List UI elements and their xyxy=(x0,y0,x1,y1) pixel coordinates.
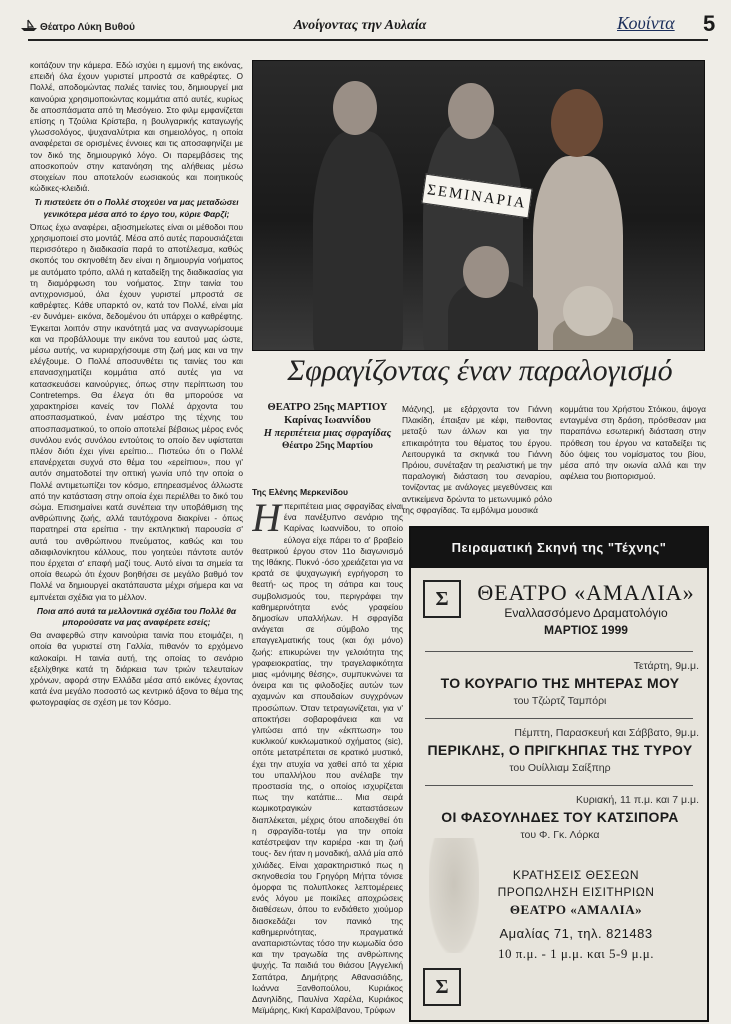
info-venue: ΘΕΑΤΡΟ 25ης ΜΑΡΤΙΟΥ xyxy=(267,402,388,413)
show-author: του Τζώρτζ Ταμπόρι xyxy=(513,695,607,707)
article-author: Της Ελένης Μερκενίδου xyxy=(252,487,349,497)
show-title: ΤΟ ΚΟΥΡΑΓΙΟ ΤΗΣ ΜΗΤΕΡΑΣ ΜΟΥ xyxy=(440,675,680,691)
ad-divider xyxy=(425,718,693,719)
interview-paragraph: Όπως έχω αναφέρει, αξιοσημείωτες είναι οι μέθοδοι που χρησιμοποιεί στο μοντάζ. Μέσα από αυτές παρουσιάζεται περισσότερο η διαδικασία παρά το αποτέλεσμα, καθώς σκοπός του σκηνοθέτη δεν είναι η δημιουργία νοήματος με αυτόματο τρόπο, αλλά η καταδείξη της διαδικασίας για τη διαμόρφωση του νοήματος. Στην ταινία του αντιχρονισμού, όλα έχουν γυριστεί μπροστά σε καθρέφτες. Κάθε υπαρκτό ον, κατά τον Πολλέ, είναι μία -εν δυνάμει- εικόνα, δεδομένου ότι υπάρχει ο καθρέφτης. Έγκειται λοιπόν στην ικανότητά μας να αναγνωρίσουμε και να προβάλλουμε την εικόνα του εαυτού μας ώστε, μέσω αυτής, να κυριαρχήσουμε στη ζωή μας και να την ελέγξουμε. Ο Πολλέ αποσυνθέτει τις ταινίες του και επανασχηματίζει κομμάτια από αυτές για να κατασκευάσει καινούργιες, όπως στην περίπτωση του Contretemps. Θα έλεγα ότι θα μπορούσε να χαρακτηρίσει κανείς τον Πολλέ άρχοντα του αποσπασματικού, έναν μαέστρο της τέχνης του αποσπασματικού, το οποίο αποτελεί βέβαιως μέρος ενός συνόλου ενός συνόλου εντούτοις το οποίο δεν υφίσταται πλέον διότι έχει γίνει ερείπιο... Πιστεύω ότι ο Πολλέ επανέρχεται συχνά στο θέμα του «ερείπιου», που γι' αυτόν σηματοδοτεί την οπτική γωνία υπό την οποία ο Πολλέ αντιμετωπίζει τον κόσμο, επηρεασμένος άλλωστε από την κατάσταση στην οποία έχει περιέλθει το δικό του σώμα. Επισημαίνει κατά συνέπεια την υποβάθμιση της ανθρώπινης ζωής, αλλά ταυτόχρονα διακρίνει - όπως παρατηρεί στα ερείπια - την εκπληκτική παρουσία σ' αυτά του ανθρώπινου πνεύματος, καθώς και του αδιαφιλονίκητου κάλλους, που γοητεύει πάντοτε αυτόν που έρχεται σ' επαφή μαζί τους. Αυτό είναι τα σημεία τα οποία θεωρώ ότι έχουν βοηθήσει σε μεγάλο βαθμό τον Πολλέ να δημιουργεί ακατάπαυστα μέχρι σήμερα και να εμπνέεται σχέδια για το μέλλον. xyxy=(30,221,243,602)
reservations-label: ΚΡΑΤΗΣΕΙΣ ΘΕΣΕΩΝ xyxy=(512,868,640,882)
ad-hours: 10 π.μ. - 1 μ.μ. και 5-9 μ.μ. xyxy=(497,946,655,961)
interview-paragraph: κοιτάζουν την κάμερα. Εδώ ισχύει η εμμονή της εικόνας, επειδή όλα έχουν γυριστεί μπροστά σε καθρέφτες. Ο Πολλέ, αποδομώντας παλιές ταινίες του, δημιουργεί μια καινούρια χρησιμοποιώντας κομμάτια από αυτές, κυρίως δε αποσπάσματα από τη Μεσόγειο. Στο φιλμ εμφανίζεται επίσης η Τζούλια Κρίστεβα, η βουλγαρικής καταγωγής γλωσσολόγος, ψυχαναλύτρια και σημειολόγος, η οποία αναφέρεται σε ορισμένες έννοιες και τις αποσαφηνίζει με τον δικό της δημιουργικό λόγο. Οι παρεμβάσεις της αποσκοπούν στην κατανόηση της αλήθειας μέσω στοιχείων που αποτελούν εωσιακούς και ποιητικούς κώδικες-κλειδιά. xyxy=(30,60,243,194)
theatre-advertisement xyxy=(409,526,709,1022)
interview-question: Ποια από αυτά τα μελλοντικά σχέδια του Πολλέ θα μπορούσατε να μας αναφέρετε εσείς; xyxy=(36,605,237,627)
drop-cap: Η xyxy=(252,501,281,540)
article-column-1 xyxy=(252,501,403,1021)
ad-month: ΜΑΡΤΙΟΣ 1999 xyxy=(544,623,628,637)
page-number: 5 xyxy=(703,11,716,36)
photo-sign: ΣΕΜΙΝΑΡΙΑ xyxy=(421,174,532,219)
show-title: ΠΕΡΙΚΛΗΣ, Ο ΠΡΙΓΚΗΠΑΣ ΤΗΣ ΤΥΡΟΥ xyxy=(427,742,693,758)
page-header xyxy=(0,0,731,40)
show-time: Τετάρτη, 9μ.μ. xyxy=(633,660,699,672)
theatre-logo-icon: Σ xyxy=(423,968,461,1006)
ad-divider xyxy=(425,785,693,786)
presale-label: ΠΡΟΠΩΛΗΣΗ ΕΙΣΙΤΗΡΙΩΝ xyxy=(497,885,655,899)
ad-address: Αμαλίας 71, τηλ. 821483 xyxy=(499,926,653,941)
play-info xyxy=(252,402,403,451)
article-text-1: περιπέτεια μιας σφραγίδας είναι ένα πανέξυπνο σενάριο της Καρίνας Ιωαννίδου, το οποίο εύλογα είχε πάρει το α' βραβείο θεατρικού έργου στον 11ο διαγωνισμό της Ιθάκης. Πυκνό -όσο χρειάζεται για να κρατά σε ψυχαγωγική εγρήγορση το θεατή- ως προς τη σάτιρα και τους συμβολισμούς του, περιγράφει την καθημερινότητα ενός γραφείου δημοσίων υπαλλήλων. Η σφραγίδα ανάγεται σε σύμβολο της επαγγελματικής τους (και όχι μόνο) ζωής: επικυρώνει την γελοιότητα της γραφειοκρατίας, την τραγελαφικότητα μιας «μόνιμης θέσης», συμπυκνώνει τα όνειρα και τις φιλοδοξίες αυτών των αχαμνών και σπουδαίων συγχρόνων προσώπων. Όταν τετραγωνίζεται, για ν' αποκτήσει σοβαροφάνεια και να γλιτώσει από την «έκπτωση» του κυκλικού/ κυκλωματικού σχήματος (sic), οπότε μετατρέπεται σε κρατικό μυστικό, έχει την ατυχία να χαθεί από τα χέρια του υπαλλήλου που ανέλαβε την προστασία της, ο οποίος ισχυρίζεται πως την κατάπιε... Μια σειρά κωμικοτραγικών καταστάσεων διαπλέκεται, μέχρις ότου αποδειχθεί ότι η σφραγίδα-τοτέμ για την οποία κατέστρεψαν την καριέρα -και τη ζωή τους- δεν ήταν η μοναδική, αλλά μία από χιλιάδες. Είναι χαρακτηριστικό πως η σκηνοθεσία του Γρηγόρη Μήττα τόνισε όμορφα τις πολυπλοκες λεπτομέρειες ενός λόγου με ποικίλες αποχρώσεις διαθέσεων, όπου το ενδιάθετο χιούμορ διασκεδάζει τον πανικό της καθημερινότητας, πραγματικά αναπαριστώντας τόσο την κωμωδία όσο και την τραγωδία της ανθρώπινης ψυχής. Τα παιδιά του θιάσου [Αγγελική Σαπάτρα, Δημήτρης Αθανασιάδης, Ιωάννα Ξανθοπούλου, Κυριάκος Δανηλίδης, Παυλίνα Χαρέλα, Κυριάκος Μεϊμάρης, Κική Καραλίβανου, Τρύφων xyxy=(252,501,403,1016)
article-column-2 xyxy=(402,404,552,524)
ad-divider xyxy=(425,651,693,652)
ship-icon xyxy=(20,18,38,32)
article-text-3: κομμάτια του Χρήστου Στόικου, άψογα ενταγμένα στη δράση, πρόσθεσαν μια παραπάνω εσωτερική διάσταση στην πρόθεση του έργου να καταδείξει τις δύο όψεις του νομίσματος του βίου, μέσα από την οιωνία αλλά και την αφέλεια του βιοπορισμού. xyxy=(560,404,706,482)
interview-column xyxy=(30,60,243,1020)
article-column-3 xyxy=(560,404,706,524)
show-author: του Φ. Γκ. Λόρκα xyxy=(520,829,600,841)
interview-paragraph: Θα αναφερθώ στην καινούρια ταινία που ετοιμάζει, η οποία θα γυριστεί στη Γαλλία, πιθανόν το ερχόμενο καλοκαίρι. Η ταινία αυτή, της οποίας το σενάριο εξελίχθηκε κατά τη διάρκεια των τριών τελευταίων χρόνων, αφορά στην Ελλάδα μέσα από εικόνες έχοντας κατά ένα μεγάλο ποσοστό ως κεντρικό άξονα το θέμα της φωτογραφίας σε σχέση με τον Κόσμο. xyxy=(30,630,243,708)
show-time: Κυριακή, 11 π.μ. και 7 μ.μ. xyxy=(575,794,699,806)
section-title: Ανοίγοντας την Αυλαία xyxy=(293,18,427,33)
info-theatre: Θέατρο 25ης Μαρτίου xyxy=(282,441,373,451)
ad-banner: Πειραματική Σκηνή της "Τέχνης" xyxy=(411,528,707,568)
show-author: του Ουίλλιαμ Σαίξπηρ xyxy=(509,762,611,774)
theatre-logo-icon: Σ xyxy=(423,580,461,618)
show-title: ΟΙ ΦΑΣΟΥΛΗΔΕΣ ΤΟΥ ΚΑΤΣΙΠΟΡΑ xyxy=(441,809,679,825)
header-rule xyxy=(28,39,708,41)
show-time: Πέμπτη, Παρασκευή και Σάββατο, 9μ.μ. xyxy=(514,727,699,739)
info-play-title: Η περιπέτεια μιας σφραγίδας xyxy=(263,428,392,439)
info-playwright: Καρίνας Ιωαννίδου xyxy=(284,415,371,426)
interview-question: Τι πιστεύετε ότι ο Πολλέ στοχεύει να μας μεταδώσει γενικότερα μέσα από το έργο του, κύριε Φαρζί; xyxy=(34,197,239,219)
group-photo xyxy=(252,60,705,351)
ad-venue: ΘΕΑΤΡΟ «ΑΜΑΛΙΑ» xyxy=(509,902,643,917)
ad-theatre-name: ΘΕΑΤΡΟ «ΑΜΑΛΙΑ» xyxy=(477,580,695,605)
article-text-2: Μάζνης], με εξάρχοντα τον Γιάννη Πλακίδη, έπαιξαν με κέφι, πειθοντας μεταξύ των άλλων και για την επικαιρότητα του θέματος του έργου. Λειτουργικά τα σκηνικά του Γιάννη Πρόιου, συνέταξαν τη ρεαλιστική με την παραλογική διάσταση του σεναρίου, τονίζοντας με ανάλογες μεγεθύνσεις και αντικείμενα δρώντα το μετωνυμικό ρόλο της σφραγίδας. Τα εμβόλιμα μουσικά xyxy=(402,404,552,515)
section-label: Θέατρο Λύκη Βυθού xyxy=(40,22,135,33)
ad-subtitle: Εναλλασσόμενο Δραματολόγιο xyxy=(504,606,668,620)
publication-brand: Κουίντα xyxy=(617,13,675,33)
article-title: Σφραγίζοντας έναν παραλογισμό xyxy=(287,354,673,387)
